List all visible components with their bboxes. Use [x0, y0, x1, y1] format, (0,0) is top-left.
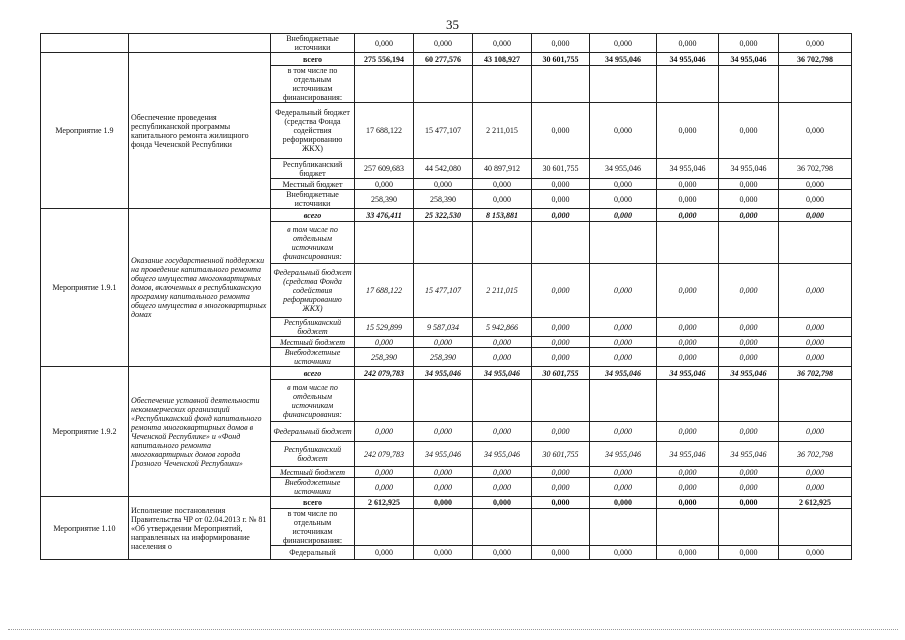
funding-source: Внебюджетные источники	[271, 478, 355, 497]
event-description: Обеспечение уставной деятельности некоммерческих организаций «Республиканский фонд капитального ремонта многоквартирных домов в Чеченской Республике» и «Фонд капитального ремонта многоквартирных домов города Грозного Чеченской Республики»	[129, 367, 271, 497]
budget-table	[40, 33, 852, 560]
value-cell: 0,000	[414, 34, 473, 53]
amount-cell: 0,000	[719, 190, 779, 209]
funding-source: Внебюджетные источники	[271, 190, 355, 209]
amount-cell: 257 609,683	[355, 159, 414, 179]
amount-cell	[719, 66, 779, 103]
amount-cell: 0,000	[779, 318, 852, 337]
amount-cell: 0,000	[473, 337, 532, 348]
amount-cell: 0,000	[355, 422, 414, 442]
amount-cell: 33 476,411	[355, 209, 414, 222]
amount-cell: 0,000	[657, 103, 719, 159]
amount-cell: 0,000	[532, 318, 590, 337]
amount-cell: 0,000	[532, 348, 590, 367]
description-cell	[129, 34, 271, 53]
amount-cell: 0,000	[473, 190, 532, 209]
amount-cell: 0,000	[719, 467, 779, 478]
event-name: Мероприятие 1.9.2	[41, 367, 129, 497]
funding-source: Внебюджетные источники	[271, 348, 355, 367]
source-cell: Внебюджетные источники	[271, 34, 355, 53]
amount-cell: 242 079,783	[355, 442, 414, 467]
amount-cell: 0,000	[779, 179, 852, 190]
amount-cell: 0,000	[590, 264, 657, 318]
amount-cell: 0,000	[657, 497, 719, 509]
amount-cell: 43 108,927	[473, 53, 532, 66]
amount-cell: 0,000	[473, 497, 532, 509]
amount-cell	[779, 222, 852, 264]
amount-cell: 0,000	[719, 179, 779, 190]
amount-cell: 0,000	[657, 422, 719, 442]
event-description: Обеспечение проведения республиканской программы капитального ремонта жилищного фонда Чеченской Республики	[129, 53, 271, 209]
amount-cell: 0,000	[532, 264, 590, 318]
amount-cell: 0,000	[657, 179, 719, 190]
value-cell: 0,000	[719, 34, 779, 53]
funding-source: Республиканский бюджет	[271, 159, 355, 179]
amount-cell: 15 529,899	[355, 318, 414, 337]
amount-cell: 0,000	[355, 179, 414, 190]
amount-cell: 0,000	[532, 209, 590, 222]
amount-cell: 34 955,046	[414, 367, 473, 380]
funding-source: Республиканский бюджет	[271, 318, 355, 337]
amount-cell: 30 601,755	[532, 367, 590, 380]
amount-cell: 5 942,866	[473, 318, 532, 337]
amount-cell: 258,390	[355, 348, 414, 367]
amount-cell: 0,000	[532, 478, 590, 497]
amount-cell: 15 477,107	[414, 264, 473, 318]
amount-cell: 25 322,530	[414, 209, 473, 222]
amount-cell: 0,000	[532, 190, 590, 209]
amount-cell: 0,000	[590, 478, 657, 497]
amount-cell	[779, 66, 852, 103]
amount-cell: 0,000	[590, 422, 657, 442]
amount-cell	[355, 380, 414, 422]
amount-cell	[532, 222, 590, 264]
amount-cell: 0,000	[779, 103, 852, 159]
funding-source: Местный бюджет	[271, 337, 355, 348]
amount-cell: 0,000	[779, 209, 852, 222]
amount-cell	[414, 380, 473, 422]
amount-cell	[657, 222, 719, 264]
amount-cell: 0,000	[532, 337, 590, 348]
amount-cell: 0,000	[657, 478, 719, 497]
amount-cell: 36 702,798	[779, 159, 852, 179]
event-name: Мероприятие 1.10	[41, 497, 129, 560]
amount-cell: 0,000	[719, 264, 779, 318]
amount-cell: 34 955,046	[657, 442, 719, 467]
amount-cell: 34 955,046	[473, 367, 532, 380]
amount-cell: 40 897,912	[473, 159, 532, 179]
funding-source: Федеральный бюджет (средства Фонда содействия реформированию ЖКХ)	[271, 103, 355, 159]
amount-cell: 15 477,107	[414, 103, 473, 159]
funding-source: всего	[271, 53, 355, 66]
amount-cell	[657, 509, 719, 546]
amount-cell: 0,000	[657, 546, 719, 560]
value-cell: 0,000	[657, 34, 719, 53]
amount-cell: 0,000	[779, 337, 852, 348]
amount-cell: 34 955,046	[657, 53, 719, 66]
amount-cell: 30 601,755	[532, 442, 590, 467]
amount-cell: 0,000	[657, 264, 719, 318]
amount-cell: 258,390	[414, 348, 473, 367]
funding-source: всего	[271, 367, 355, 380]
amount-cell: 0,000	[355, 546, 414, 560]
page-number: 35	[446, 17, 459, 32]
amount-cell: 0,000	[657, 318, 719, 337]
amount-cell: 0,000	[719, 337, 779, 348]
value-cell: 0,000	[355, 34, 414, 53]
amount-cell: 34 955,046	[657, 159, 719, 179]
amount-cell: 258,390	[414, 190, 473, 209]
amount-cell	[590, 509, 657, 546]
amount-cell: 44 542,080	[414, 159, 473, 179]
amount-cell: 0,000	[590, 103, 657, 159]
amount-cell: 30 601,755	[532, 159, 590, 179]
amount-cell: 0,000	[355, 478, 414, 497]
amount-cell: 0,000	[719, 348, 779, 367]
amount-cell	[473, 222, 532, 264]
amount-cell: 34 955,046	[590, 159, 657, 179]
amount-cell: 0,000	[590, 318, 657, 337]
amount-cell: 0,000	[719, 209, 779, 222]
amount-cell: 8 153,881	[473, 209, 532, 222]
funding-source: Местный бюджет	[271, 467, 355, 478]
amount-cell	[473, 380, 532, 422]
amount-cell: 0,000	[779, 264, 852, 318]
amount-cell: 0,000	[532, 546, 590, 560]
amount-cell: 17 688,122	[355, 264, 414, 318]
amount-cell: 0,000	[719, 478, 779, 497]
amount-cell: 0,000	[590, 546, 657, 560]
amount-cell: 0,000	[473, 348, 532, 367]
amount-cell: 17 688,122	[355, 103, 414, 159]
amount-cell: 0,000	[590, 190, 657, 209]
amount-cell: 0,000	[590, 337, 657, 348]
amount-cell: 0,000	[473, 546, 532, 560]
event-name: Мероприятие 1.9	[41, 53, 129, 209]
funding-source: Местный бюджет	[271, 179, 355, 190]
amount-cell: 0,000	[590, 179, 657, 190]
amount-cell: 2 211,015	[473, 103, 532, 159]
amount-cell: 34 955,046	[414, 442, 473, 467]
amount-cell: 0,000	[657, 209, 719, 222]
amount-cell: 0,000	[414, 497, 473, 509]
amount-cell	[532, 509, 590, 546]
amount-cell: 0,000	[657, 190, 719, 209]
amount-cell: 242 079,783	[355, 367, 414, 380]
amount-cell: 0,000	[657, 337, 719, 348]
amount-cell: 0,000	[414, 337, 473, 348]
amount-cell: 36 702,798	[779, 367, 852, 380]
event-cell	[41, 34, 129, 53]
event-description: Исполнение постановления Правительства ЧР от 02.04.2013 г. № 81 «Об утверждении Мероприятий, направленных на информирование населения о	[129, 497, 271, 560]
amount-cell	[532, 380, 590, 422]
amount-cell: 0,000	[532, 497, 590, 509]
amount-cell: 9 587,034	[414, 318, 473, 337]
amount-cell: 0,000	[532, 467, 590, 478]
funding-source: Федеральный бюджет (средства Фонда содействия реформированию ЖКХ)	[271, 264, 355, 318]
amount-cell: 34 955,046	[719, 367, 779, 380]
amount-cell	[414, 222, 473, 264]
amount-cell: 34 955,046	[719, 442, 779, 467]
amount-cell: 0,000	[473, 467, 532, 478]
amount-cell: 0,000	[779, 478, 852, 497]
amount-cell: 2 211,015	[473, 264, 532, 318]
amount-cell: 2 612,925	[355, 497, 414, 509]
amount-cell: 0,000	[355, 467, 414, 478]
amount-cell: 0,000	[779, 467, 852, 478]
amount-cell: 34 955,046	[590, 367, 657, 380]
funding-source: Республиканский бюджет	[271, 442, 355, 467]
value-cell: 0,000	[532, 34, 590, 53]
amount-cell: 0,000	[414, 422, 473, 442]
amount-cell: 0,000	[657, 467, 719, 478]
amount-cell: 0,000	[590, 497, 657, 509]
table-row	[41, 34, 852, 53]
amount-cell	[414, 509, 473, 546]
amount-cell	[590, 66, 657, 103]
amount-cell: 0,000	[590, 467, 657, 478]
amount-cell: 0,000	[719, 318, 779, 337]
amount-cell: 60 277,576	[414, 53, 473, 66]
amount-cell: 0,000	[414, 179, 473, 190]
amount-cell: 0,000	[779, 348, 852, 367]
amount-cell: 34 955,046	[590, 53, 657, 66]
amount-cell: 36 702,798	[779, 442, 852, 467]
funding-source: в том числе по отдельным источникам финансирования:	[271, 509, 355, 546]
event-description: Оказание государственной поддержки на проведение капитального ремонта общего имущества многоквартирных домов, включенных в республиканскую программу капитального ремонта общего имущества в многоквартирных домах	[129, 209, 271, 367]
amount-cell: 275 556,194	[355, 53, 414, 66]
amount-cell: 0,000	[719, 497, 779, 509]
funding-source: в том числе по отдельным источникам финансирования:	[271, 222, 355, 264]
total-row	[41, 497, 852, 509]
amount-cell: 0,000	[719, 103, 779, 159]
amount-cell	[779, 509, 852, 546]
amount-cell: 34 955,046	[657, 367, 719, 380]
amount-cell: 258,390	[355, 190, 414, 209]
total-row	[41, 53, 852, 66]
amount-cell	[590, 222, 657, 264]
amount-cell: 0,000	[779, 422, 852, 442]
value-cell: 0,000	[590, 34, 657, 53]
amount-cell: 0,000	[590, 209, 657, 222]
event-name: Мероприятие 1.9.1	[41, 209, 129, 367]
amount-cell: 0,000	[473, 478, 532, 497]
amount-cell: 34 955,046	[473, 442, 532, 467]
amount-cell: 0,000	[414, 546, 473, 560]
amount-cell	[355, 66, 414, 103]
amount-cell	[657, 380, 719, 422]
amount-cell: 0,000	[414, 478, 473, 497]
amount-cell: 34 955,046	[719, 159, 779, 179]
amount-cell	[719, 222, 779, 264]
amount-cell: 0,000	[779, 546, 852, 560]
amount-cell	[355, 509, 414, 546]
amount-cell	[473, 66, 532, 103]
amount-cell: 34 955,046	[719, 53, 779, 66]
amount-cell: 0,000	[779, 190, 852, 209]
amount-cell: 0,000	[719, 422, 779, 442]
amount-cell: 2 612,925	[779, 497, 852, 509]
amount-cell	[355, 222, 414, 264]
amount-cell: 0,000	[414, 467, 473, 478]
total-row	[41, 209, 852, 222]
funding-source: Федеральный бюджет	[271, 422, 355, 442]
funding-source: Федеральный	[271, 546, 355, 560]
amount-cell: 0,000	[532, 422, 590, 442]
amount-cell	[657, 66, 719, 103]
amount-cell	[473, 509, 532, 546]
total-row	[41, 367, 852, 380]
amount-cell: 36 702,798	[779, 53, 852, 66]
funding-source: в том числе по отдельным источникам финансирования:	[271, 380, 355, 422]
amount-cell: 0,000	[532, 103, 590, 159]
amount-cell	[779, 380, 852, 422]
amount-cell	[590, 380, 657, 422]
amount-cell: 0,000	[590, 348, 657, 367]
amount-cell: 0,000	[473, 422, 532, 442]
amount-cell: 34 955,046	[590, 442, 657, 467]
value-cell: 0,000	[779, 34, 852, 53]
amount-cell	[532, 66, 590, 103]
amount-cell	[719, 380, 779, 422]
amount-cell: 0,000	[473, 179, 532, 190]
amount-cell: 0,000	[532, 179, 590, 190]
value-cell: 0,000	[473, 34, 532, 53]
funding-source: всего	[271, 209, 355, 222]
amount-cell: 30 601,755	[532, 53, 590, 66]
amount-cell	[414, 66, 473, 103]
funding-source: в том числе по отдельным источникам финансирования:	[271, 66, 355, 103]
amount-cell: 0,000	[719, 546, 779, 560]
funding-source: всего	[271, 497, 355, 509]
amount-cell	[719, 509, 779, 546]
amount-cell: 0,000	[657, 348, 719, 367]
scan-edge-line	[8, 629, 898, 631]
amount-cell: 0,000	[355, 337, 414, 348]
